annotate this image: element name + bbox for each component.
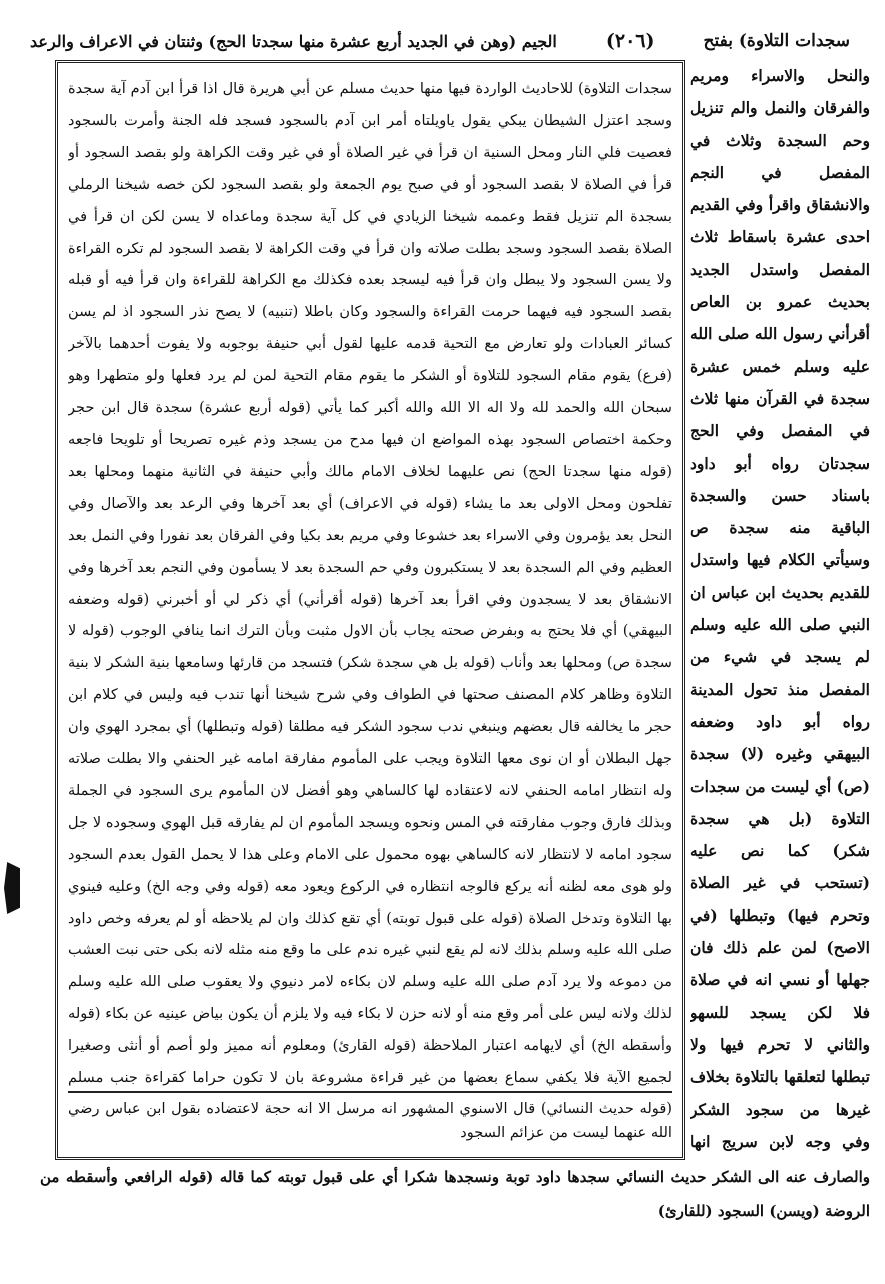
main-text-frame	[55, 60, 685, 1160]
page-number: (٢٠٦)	[605, 30, 655, 52]
main-footnote: (قوله حديث النسائي) قال الاسنوي المشهور انه مرسل الا انه حجة لاعتضاده بقول ابن عباس رضي الله عنهما ليست من عزائم السجود	[68, 1091, 672, 1151]
margin-commentary: والنحل والاسراء ومريم والفرقان والنمل والم تنزيل وحم السجدة وثلاث في المفصل في النجم والانشقاق واقرأ وفي القديم احدى عشرة باسقاط ثلاث المفصل واستدل الجديد بحديث عمرو بن العاص أقرأني رسول الله صلى الله عليه وسلم خمس عشرة سجدة في القرآن منها ثلاث في المفصل وفي الحج سجدتان رواه أبو داود باسناد حسن والسجدة الباقية منه سجدة ص وسيأتي الكلام فيها واستدل للقديم بحديث ابن عباس ان النبي صلى الله عليه وسلم لم يسجد في شيء من المفصل منذ تحول المدينة رواه أبو داود وضعفه البيهقي وغيره (لا) سجدة (ص) أي ليست من سجدات التلاوة (بل هي سجدة شكر) كما نص عليه (تستحب في غير الصلاة وتحرم فيها) وتبطلها (في الاصح) لمن علم ذلك فان جهلها أو نسي انه في صلاة فلا لكن يسجد للسهو والثاني لا تحرم فيها ولا تبطلها لتعلقها بالتلاوة بخلاف غيرها من سجود الشكر وفي وجه لابن سريج انها	[690, 66, 870, 1151]
page-edge-mark	[4, 862, 20, 914]
header-section-title: سجدات التلاوة) بفتح	[703, 31, 850, 51]
main-commentary: سجدات التلاوة) للاحاديث الواردة فيها منها حديث مسلم عن أبي هريرة قال اذا قرأ ابن آدم آية سجدة وسجد اعتزل الشيطان يبكي يقول ياويلتاه أمر ابن آدم بالسجود فسجد فله الجنة وأمرت بالسجود فعصيت فلي النار ومحل السنية ان قرأ في غير الصلاة أو في غير وقت الكراهة ولو بقصد السجود أو قرأ في الصلاة لا بقصد السجود أو في صبح يوم الجمعة ولو بقصد السجود لكن خصه شيخنا الرملي بسجدة الم تنزيل فقط وعممه شيخنا الزيادي في كل آية سجدة وماعداه لا يسن لكن ان قرأ في الصلاة بقصد السجود وسجد بطلت صلاته وان قرأ في وقت الكراهة لا بقصد السجود لم تكره القراءة ولا يسن السجود ولا يبطل وان قرأ فيه ليسجد بعده فكذلك مع الكراهة للقراءة وان قرأ فيه أو قبله بقصد السجود فيه فيهما حرمت القراءة والسجود وكان باطلا (تنبيه) لا يصح نذر السجود اذ لم يسن كسائر العبادات ولو تعارض مع التحية قدمه عليها لقول أبي حنيفة بوجوبه ولا يفوت أحدهما بالآخر (فرع) يقوم مقام السجود للتلاوة أو الشكر ما يقوم مقام التحية لمن لم يرد فعلها ولو متطهرا وهو سبحان الله والحمد لله ولا اله الا الله والله أكبر كما يأتي (قوله أربع عشرة) سجدة قال ابن حجر وحكمة اختصاص السجود بهذه المواضع ان فيها مدح من يسجد وذم غيره تصريحا أو تلويحا فاجعه (قوله منها سجدتا الحج) نص عليهما لخلاف الامام مالك وأبي حنيفة في الثانية منهما ومحلها بعد تفلحون ومحل الاولى بعد ما يشاء (قوله في الاعراف) أي بعد آخرها وفي الرعد بعد والآصال وفي النحل بعد يؤمرون وفي الاسراء بعد خشوعا وفي مريم بعد بكيا وفي الفرقان بعد نفورا وفي النمل بعد العظيم وفي الم السجدة بعد لا يستكبرون وفي حم السجدة بعد لا يسأمون وفي النجم بعد آخرها وفي الانشقاق بعد لا يسجدون وفي اقرأ بعد آخرها (قوله أقرأني) أي ذكر لي أو أخبرني (قوله وضعفه البيهقي) أي فلا يحتج به وبفرض صحته يجاب بأن الاول مثبت وبأن الترك انما ينافي الوجوب (قوله لا سجدة ص) ومحلها بعد وأناب (قوله بل هي سجدة شكر) فتسجد من قارئها وسامعها بنية الشكر لا بنية التلاوة وظاهر كلام المصنف صحتها في الطواف وفي شرح شيخنا أنها تندب فيه وليس في كلام ابن حجر ما يخالفه قال بعضهم وينبغي ندب سجود الشكر فيه مطلقا (قوله وتبطلها) أي بمجرد الهوي وان جهل البطلان أو ان نوى معها التلاوة ويجب على المأموم مفارقة امامه غير الحنفي والا بطلت صلاته وله انتظار امامه الحنفي لانه لاعتقاده لها كالساهي وهو أفضل لان المأموم يرى السجود في الجملة وبذلك فارق وجوب مفارقته في المس ونحوه ويسجد المأموم ان لم يفارقه قبل الهوي وسجوده لا جل سجود امامه لا لانتظار لانه كالساهي بهوه محمول على الامام وعلى هذا لا يحمل القول بعدم السجود ولو هوى معه لظنه أنه يركع فالوجه انتظاره في الركوع ويعود معه (قوله وفي وجه الخ) وعليه فينوي بها التلاوة وتدخل الصلاة (قوله على قبول توبته) أي تقع كذلك وان لم يلاحظه أو لم يعرفه وخص داود صلى الله عليه وسلم بذلك لانه لم يقع لنبي غيره ندم على ما وقع منه مثله لانه بكى حتى نبت العشب من دموعه ولا يرد آدم صلى الله عليه وسلم لان بكاءه لامر دنيوي ولا يعقوب صلى الله عليه وسلم لذلك ولانه ليس على أمر وقع منه أو لانه حزن لا بكاء فيه ولا يلزم أن يكون بياض عينيه عن بكاء (قوله وأسقطه الخ) أي لايهامه اعتبار الملاحظة (قوله القارئ) ومعلوم أنه مميز ولو أصم أو أنثى وصغيرا لجميع الآية فلا يكفي سماع بعضها من غير قراءة مشروعة بان لا تكون حراما كقراءة جنب مسلم	[68, 80, 672, 1087]
page-header	[30, 22, 850, 60]
bottom-commentary: والصارف عنه الى الشكر حديث النسائي سجدها داود توبة ونسجدها شكرا أي على قبول توبته كما قاله (قوله الرافعي وأسقطه من الروضة (ويسن) السجود (للقارئ)	[40, 1168, 870, 1220]
header-matn-line: الجيم (وهن في الجديد أربع عشرة منها سجدتا الحج) وثنتان في الاعراف والرعد	[30, 31, 557, 51]
